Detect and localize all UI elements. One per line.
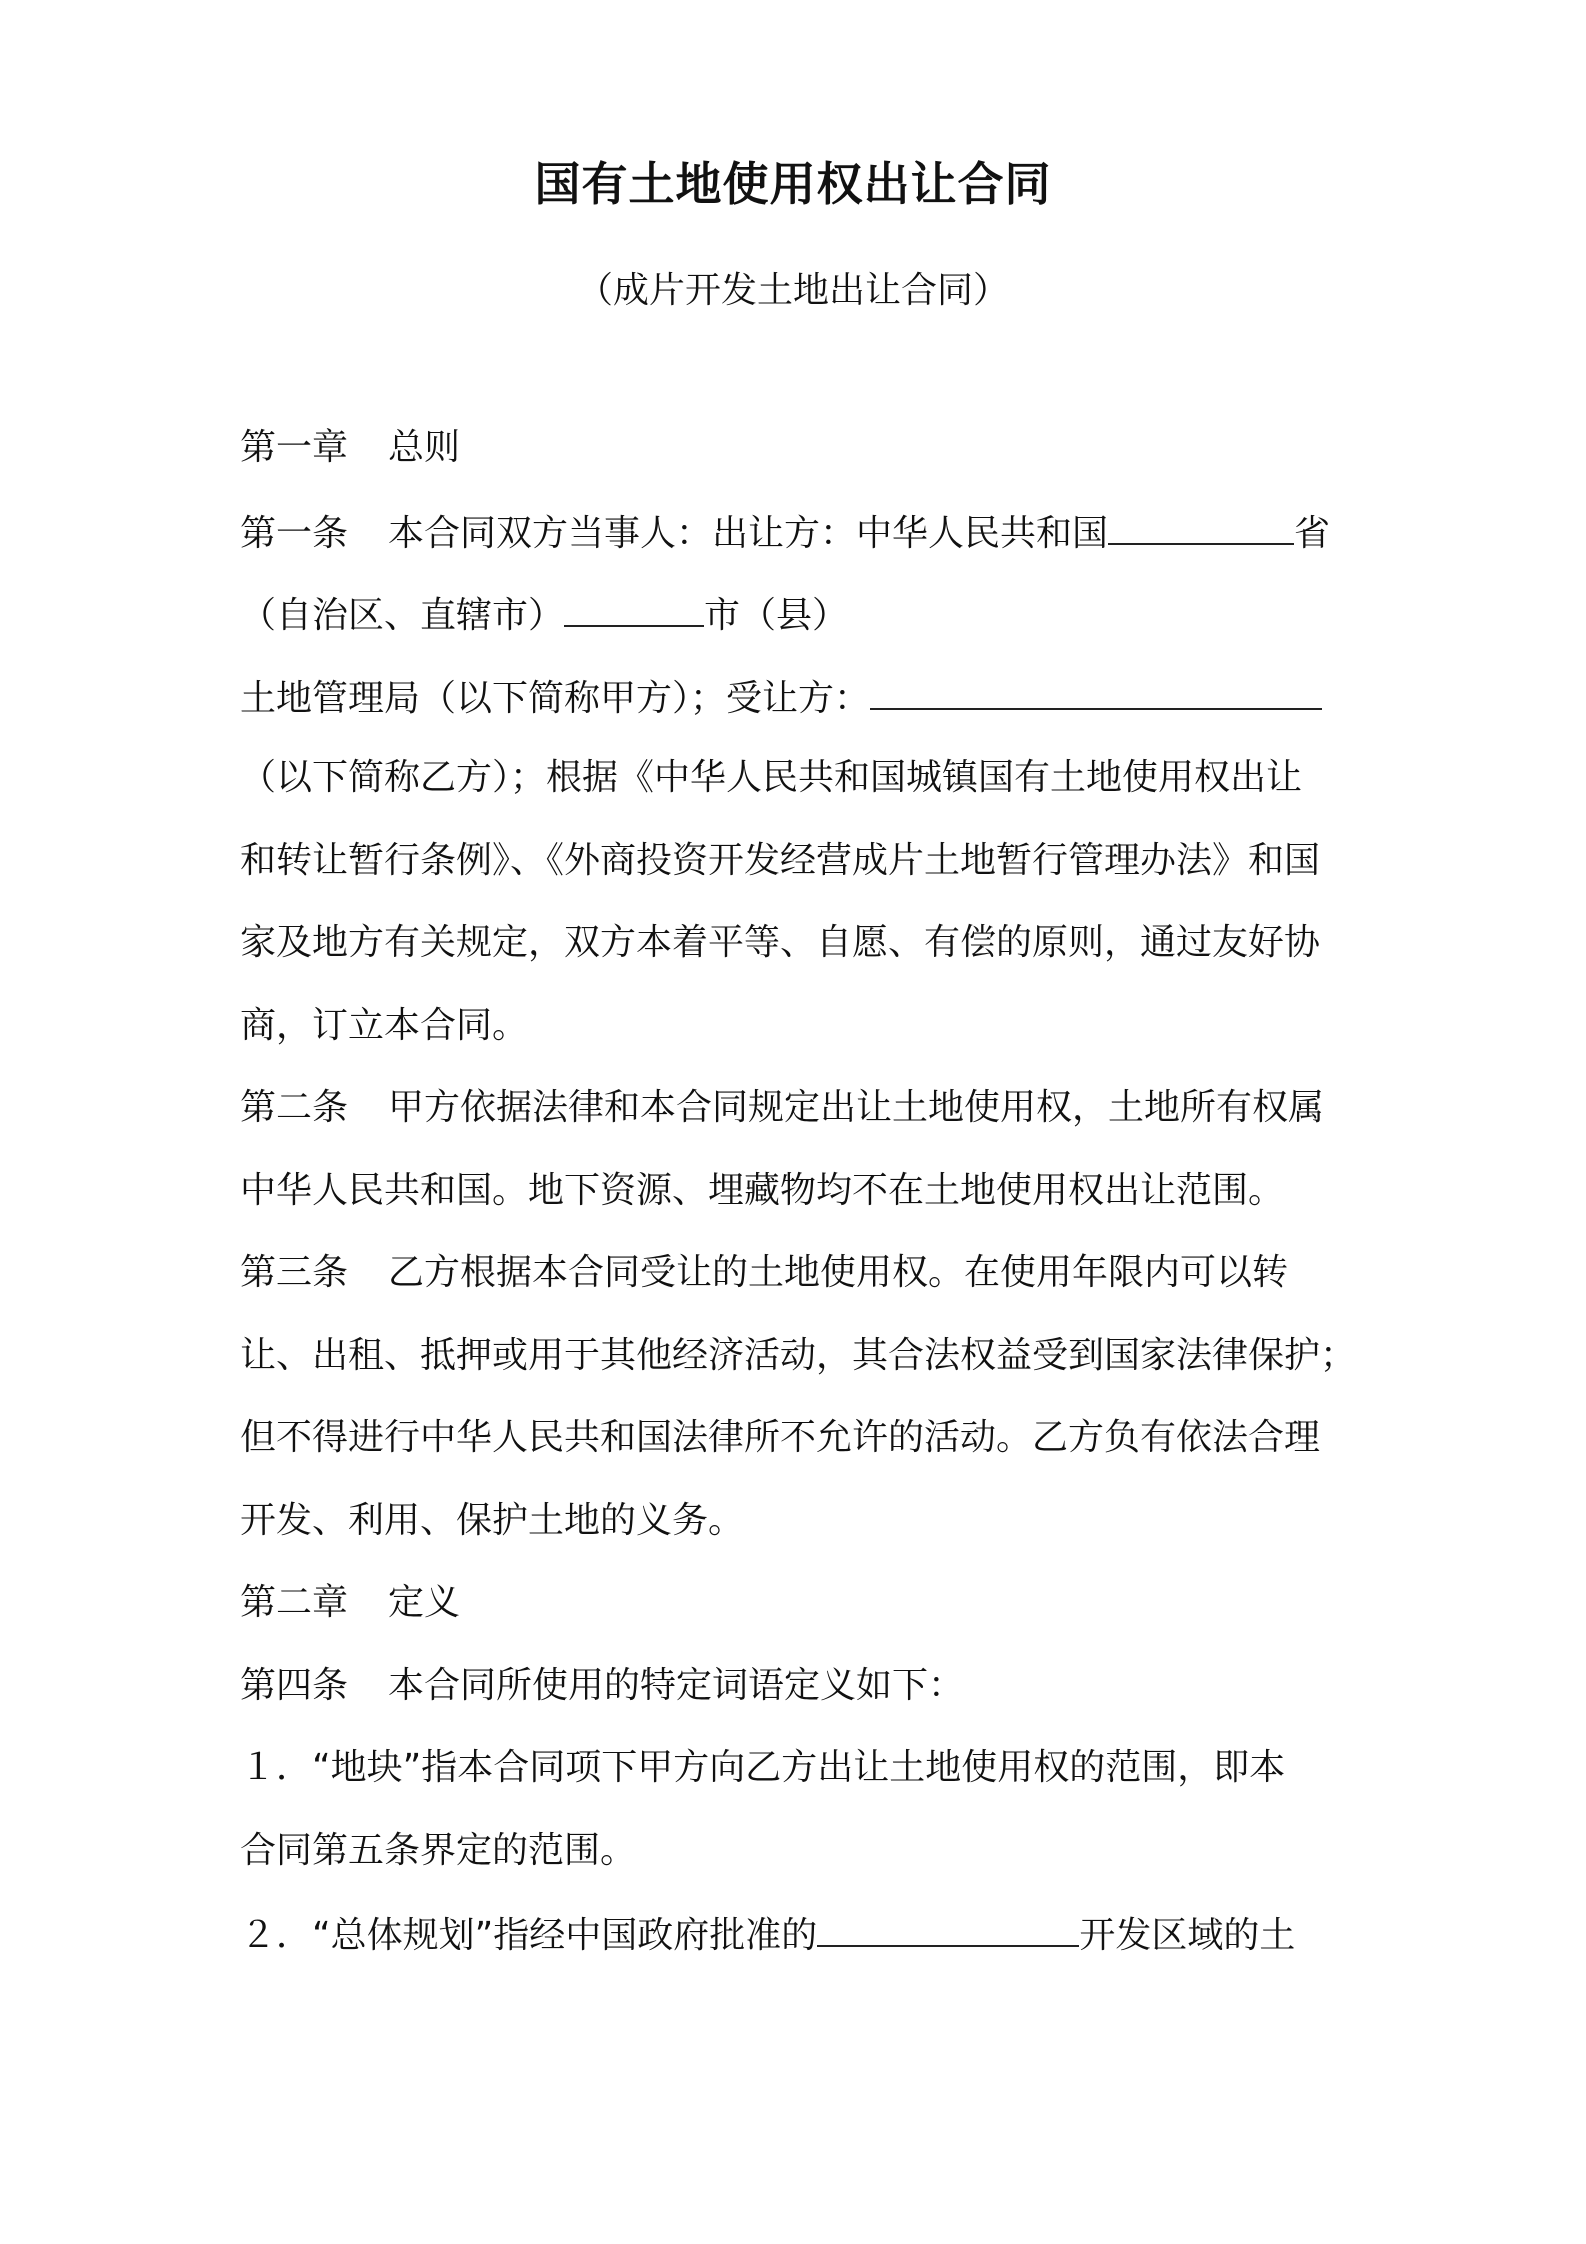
chapter-number: 第二章	[240, 1582, 349, 1623]
paragraph-line	[240, 754, 1360, 837]
paragraph-line	[240, 1249, 1360, 1332]
line-text: 商，订立本合同。	[240, 1004, 529, 1046]
paragraph-line	[240, 1662, 1360, 1745]
document-subtitle: （成片开发土地出让合同）	[576, 270, 1009, 311]
chapter-heading	[240, 1579, 1360, 1662]
line-text: （以下简称乙方）；根据《中华人民共和国城镇国有土地使用权出让	[240, 757, 1303, 798]
paragraph-line	[240, 589, 1360, 672]
list-item	[240, 1744, 1360, 1827]
paragraph-line	[240, 507, 1360, 590]
fill-in-blank	[1108, 507, 1294, 545]
line-text: 中华人民共和国。地下资源、埋藏物均不在土地使用权出让范围。	[240, 1169, 1285, 1211]
article-number: 第二条	[240, 1087, 349, 1128]
chapter-number: 第一章	[240, 427, 349, 468]
paragraph-line	[240, 1414, 1360, 1497]
line-text: 家及地方有关规定，双方本着平等、自愿、有偿的原则，通过友好协	[240, 922, 1321, 963]
document-title: 国有土地使用权出让合同	[534, 157, 1052, 211]
fill-in-blank	[870, 672, 1322, 710]
line-text: 省	[1294, 512, 1331, 554]
paragraph-line	[240, 1167, 1360, 1250]
article-number: 第四条	[240, 1664, 349, 1706]
paragraph-line	[240, 1002, 1360, 1085]
article-number: 第三条	[240, 1252, 349, 1293]
article-number: 第一条	[240, 512, 349, 554]
line-text: 乙方根据本合同受让的土地使用权。在使用年限内可以转	[388, 1252, 1289, 1293]
paragraph-line	[240, 1827, 1360, 1910]
line-text: （自治区、直辖市）	[240, 595, 565, 636]
paragraph-line	[240, 1084, 1360, 1167]
list-item	[240, 1909, 1360, 1992]
paragraph-line	[240, 837, 1360, 920]
line-text: ２．“总体规划”指经中国政府批准的	[240, 1915, 818, 1956]
chapter-heading	[240, 424, 1360, 507]
paragraph-line	[240, 1497, 1360, 1580]
line-text: 让、出租、抵押或用于其他经济活动，其合法权益受到国家法律保护；	[240, 1334, 1357, 1376]
line-text: 本合同所使用的特定词语定义如下：	[388, 1664, 965, 1706]
fill-in-blank	[564, 589, 704, 627]
document-body	[240, 424, 1360, 1992]
chapter-title: 总则	[388, 427, 461, 468]
line-text: 但不得进行中华人民共和国法律所不允许的活动。乙方负有依法合理	[240, 1417, 1321, 1458]
line-text: 甲方依据法律和本合同规定出让土地使用权，土地所有权属	[388, 1087, 1325, 1128]
line-text: 市（县）	[704, 595, 849, 636]
paragraph-line	[240, 919, 1360, 1002]
line-text: 开发、利用、保护土地的义务。	[240, 1499, 745, 1541]
line-text: 土地管理局（以下简称甲方）；受让方：	[240, 677, 871, 719]
chapter-title: 定义	[388, 1582, 461, 1623]
line-text: 和转让暂行条例》、《外商投资开发经营成片土地暂行管理办法》和国	[240, 839, 1321, 881]
line-text: 合同第五条界定的范围。	[240, 1829, 637, 1871]
line-text: 本合同双方当事人：出让方：中华人民共和国	[388, 512, 1109, 554]
paragraph-line	[240, 1332, 1360, 1415]
paragraph-line	[240, 672, 1360, 755]
line-text: 开发区域的土	[1079, 1915, 1296, 1956]
fill-in-blank	[817, 1909, 1079, 1947]
line-text: １．“地块”指本合同项下甲方向乙方出让土地使用权的范围，即本	[240, 1747, 1286, 1788]
